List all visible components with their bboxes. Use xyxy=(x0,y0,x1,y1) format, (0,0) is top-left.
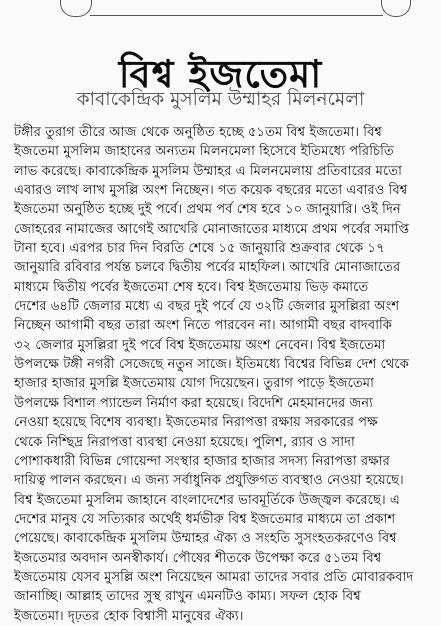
article-body-line: হাজার হাজার মুসল্লি ইজতেমায় যোগ দিয়েছেন। তুরাগ পাড়ে ইজতেমা xyxy=(14,376,374,392)
article-body-line: জানাচ্ছি। আল্লাহ তাদের সুস্থ রাখুন এমনটিও কাম্য। সফল হোক বিশ্ব xyxy=(14,589,361,605)
article-body-line: দেশের ৬৪টি জেলার মধ্যে এ বছর দুই পর্বে যে ৩২টি জেলার মুসল্লিরা অংশ xyxy=(14,299,400,315)
article-body-line: জোহরের নামাজের আগেই আখেরি মোনাজাতের মাধ্যমে প্রথম পর্বের সমাপ্তি xyxy=(14,221,410,237)
article-body-line: ইজতেমার অবদান অনস্বীকার্য। পৌষের শীতকে উপেক্ষা করে ৫১তম বিশ্ব xyxy=(14,550,382,566)
ornament-right-bracket xyxy=(381,0,411,17)
article-body-line: লাভ করেছে। কাবাকেন্দ্রিক মুসলিম উম্মাহর এ মিলনমেলায় প্রতিবারের মতো xyxy=(14,163,402,179)
article-body-line: ইজতেমায় যেসব মুসল্লি অংশ নিয়েছেন আমরা তাদের সবার প্রতি মোবারকবাদ xyxy=(14,569,414,585)
ornament-left-bracket xyxy=(60,0,92,17)
top-ornament-rule xyxy=(0,0,441,20)
article-body-line: ইজতেমা। দৃঢ়তর হোক বিশ্বাসী মানুষের ঐক্য। xyxy=(14,608,244,624)
article-headline: বিশ্ব ইজতেমা xyxy=(118,52,323,97)
article-body-line: উপলক্ষে বিশাল প্যান্ডেল নির্মাণ করা হয়েছে। বিদেশি মেহমানদের জন্য xyxy=(14,395,373,411)
article-body-line: দায়িত্ব পালন করছেন। এ জন্য সর্বাধুনিক প্রযুক্তিগত ব্যবস্থাও নেওয়া হয়েছে। xyxy=(14,473,404,489)
article-body-line: পোশাকধারী বিভিন্ন গোয়েন্দা সংস্থার হাজার হাজার সদস্য নিরাপত্তা রক্ষার xyxy=(14,453,390,469)
article-body-line: নেওয়া হয়েছে বিশেষ ব্যবস্থা। ইজতেমার নিরাপত্তা রক্ষায় সরকারের পক্ষ xyxy=(14,415,378,431)
article-body-line: মাধ্যমে দ্বিতীয় পর্বের ইজতেমা শেষ হবে। বিশ্ব ইজতেমায় ভিড় কমাতে xyxy=(14,279,369,295)
article-body-line: উপলক্ষে টঙ্গী নগরী সেজেছে নতুন সাজে। ইতিমধ্যে বিশ্বের বিভিন্ন দেশ থেকে xyxy=(14,357,409,373)
article-body-line: পেয়েছে। কাবাকেন্দ্রিক মুসলিম উম্মাহর ঐক্য ও সংহতি সুসংহতকরণেও বিশ্ব xyxy=(14,531,397,547)
article-body-line: দেশের মানুষ যে সত্যিকার অর্থেই ধর্মভীরু বিশ্ব ইজতেমার মাধ্যমে তা প্রকাশ xyxy=(14,511,396,527)
article-body-line: থেকে নিশ্ছিদ্র নিরাপত্তা ব্যবস্থা নেওয়া হয়েছে। পুলিশ, র‍্যাব ও সাদা xyxy=(14,434,355,450)
article-body-line: টঙ্গীর তুরাগ তীরে আজ থেকে অনুষ্ঠিত হচ্ছে ৫১তম বিশ্ব ইজতেমা। বিশ্ব xyxy=(14,125,382,140)
article-body-line: বিশ্ব ইজতেমা মুসলিম জাহানে বাংলাদেশের ভাবমূর্তিকে উজ্জ্বল করেছে। এ xyxy=(14,492,400,508)
article-body-line: ইজতেমা অনুষ্ঠিত হচ্ছে দুই পর্বে। প্রথম পর্ব শেষ হবে ১০ জানুয়ারি। ওই দিন xyxy=(14,202,401,218)
article-body-line: নিচ্ছেন আগামী বছর তারা অংশ নিতে পারবেন না। আগামী বছর বাদবাকি xyxy=(14,318,393,334)
ornament-rule-line xyxy=(90,15,383,16)
article-body-line: এবারও লাখ লাখ মুসল্লি অংশ নিচ্ছেন। গত কয়েক বছরের মতো এবারও বিশ্ব xyxy=(14,183,408,199)
article-body-line: জানুয়ারি রবিবার পর্যন্ত চলবে দ্বিতীয় পর্বের মাহফিল। আখেরি মোনাজাতের xyxy=(14,260,401,276)
article-body xyxy=(14,123,426,626)
article-subheadline: কাবাকেন্দ্রিক মুসলিম উম্মাহর মিলনমেলা xyxy=(76,89,365,110)
article-body-line: ৩২ জেলার মুসল্লিরা দুই পর্বে বিশ্ব ইজতেমায় অংশ নেবেন। বিশ্ব ইজতেমা xyxy=(14,337,386,353)
article-body-line: টানা হবে। এরপর চার দিন বিরতি শেষে ১৫ জানুয়ারি শুক্রবার থেকে ১৭ xyxy=(14,241,385,257)
article-body-line: ইজতেমা মুসলিম জাহানের অন্যতম মিলনমেলা হিসেবে ইতিমধ্যে পরিচিতি xyxy=(14,144,394,160)
